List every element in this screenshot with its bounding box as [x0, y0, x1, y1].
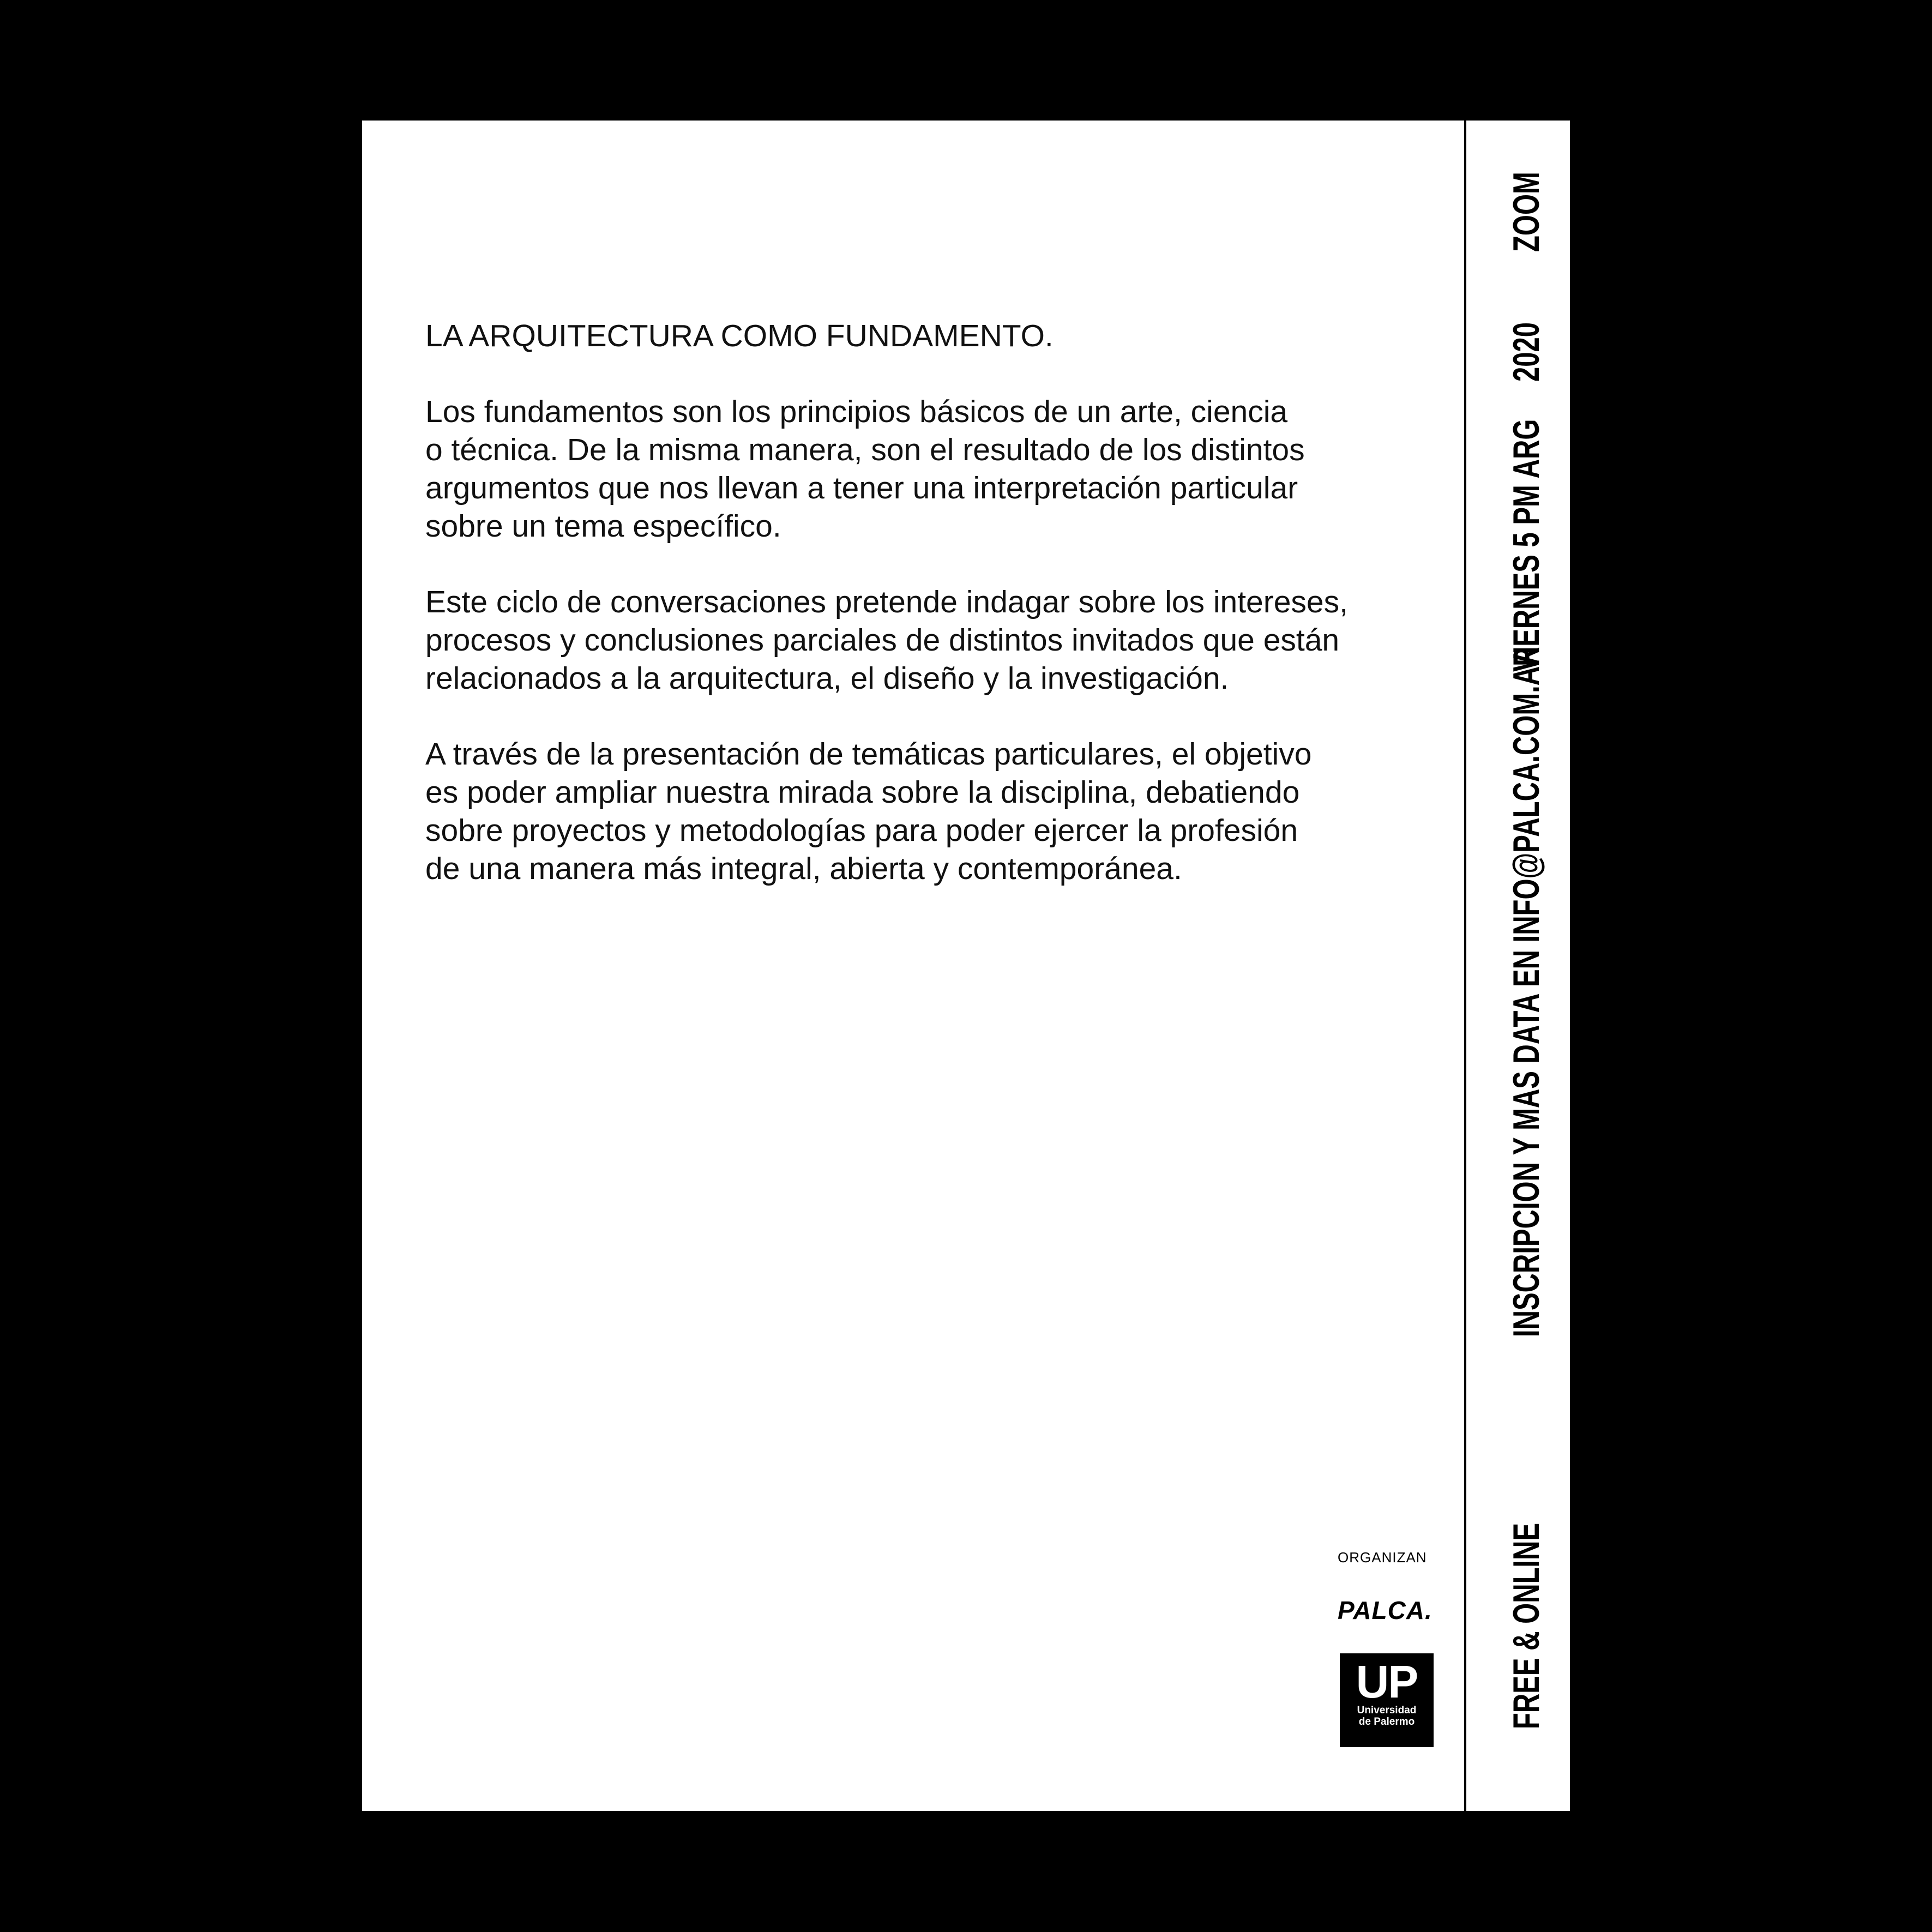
zoom-label: ZOOM [1506, 172, 1547, 252]
universidad-de-palermo-logo [1340, 1653, 1434, 1747]
up-logo-line-2: de Palermo [1358, 1716, 1415, 1728]
paragraph-1: Los fundamentos son los principios básicos de un arte, ciencia o técnica. De la misma manera, son el resultado de los distintos argumentos que nos llevan a tener una interpretación particular sobre un tema específico. [425, 394, 1305, 544]
poster-title: LA ARQUITECTURA COMO FUNDAMENTO. [425, 318, 1054, 353]
up-logo-letters: UP [1356, 1656, 1418, 1707]
body-text [425, 317, 1352, 925]
vertical-divider [1464, 121, 1466, 1811]
organizers-label: ORGANIZAN [1338, 1549, 1427, 1566]
paragraph-2: Este ciclo de conversaciones pretende indagar sobre los intereses, procesos y conclusiones parciales de distintos invitados que están relacionados a la arquitectura, el diseño y la investigación. [425, 585, 1348, 696]
year-label: 2020 [1506, 322, 1547, 382]
paragraph-3: A través de la presentación de temáticas particulares, el objetivo es poder ampliar nuestra mirada sobre la disciplina, debatiendo sobre proyectos y metodologías para poder ejercer la profesión de una manera más integral, abierta y contemporánea. [425, 737, 1312, 886]
schedule-label: VIERNES 5 PM ARG [1506, 419, 1547, 672]
palca-logo: PALCA. [1338, 1596, 1433, 1624]
free-online-label: FREE & ONLINE [1506, 1522, 1547, 1729]
poster-page [362, 121, 1570, 1811]
contact-label: INSCRIPCION Y MAS DATA EN INFO@PALCA.COM.AR [1506, 647, 1547, 1337]
up-logo-line-1: Universidad [1357, 1705, 1417, 1716]
